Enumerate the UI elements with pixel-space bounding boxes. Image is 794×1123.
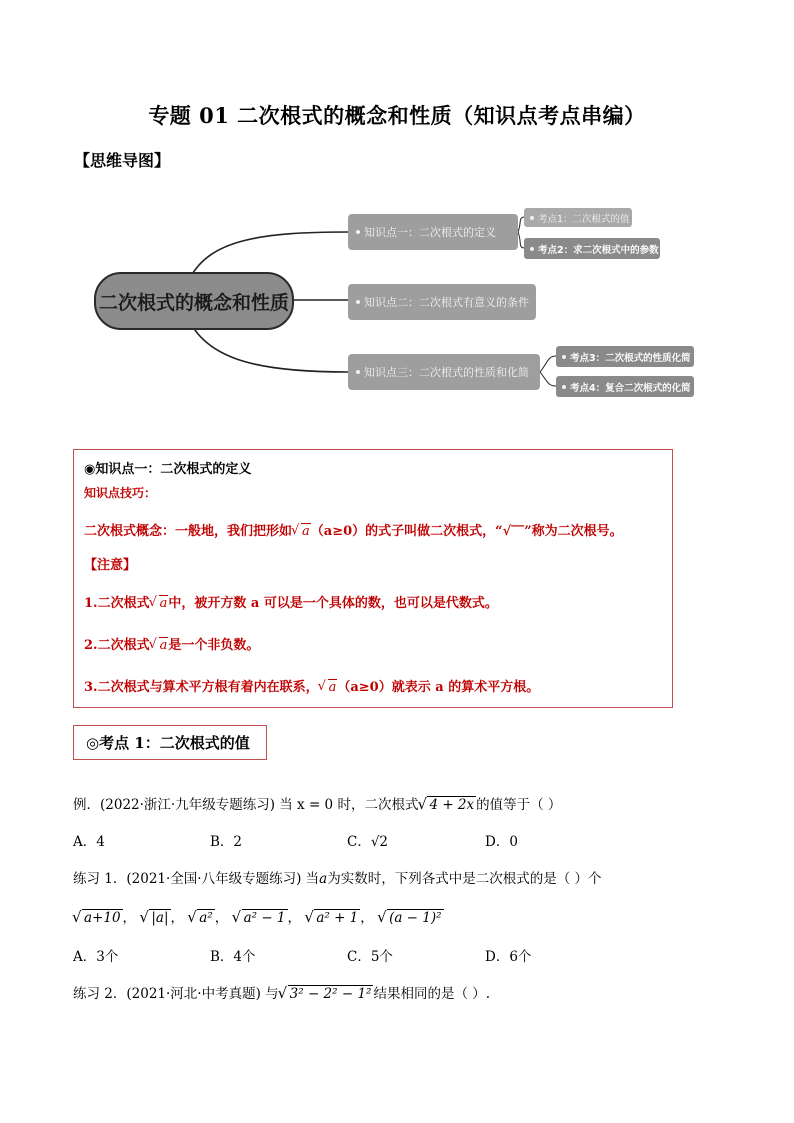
mindmap-heading: 【思维导图】 (74, 151, 171, 170)
bullet-icon (356, 370, 360, 374)
question-text: 例．(2022·浙江·九年级专题练习) 当 x = 0 时，二次根式 (73, 797, 419, 813)
radicand: a (328, 680, 337, 695)
example-question (73, 793, 561, 813)
note-text: 1.二次根式 (84, 596, 150, 611)
note-text: 中，被开方数 a 可以是一个具体的数，也可以是代数式。 (168, 596, 498, 611)
knowledge-box (73, 449, 673, 708)
option-d: D．6个 (485, 949, 532, 965)
exam-point-title: ◎考点 1：二次根式的值 (73, 725, 267, 760)
variable: a (319, 871, 328, 887)
option-b: B．4个 (210, 949, 256, 965)
radicand: 4 + 2x (429, 797, 475, 813)
sqrt-expression (279, 986, 374, 1002)
radicand: a² (199, 910, 213, 926)
bullet-icon (562, 385, 566, 389)
option-a: A．3个 (73, 949, 119, 965)
question-text: 练习 1．(2021·全国·八年级专题练习) 当 (73, 871, 320, 887)
expr-3 (188, 910, 214, 926)
practice-1-question (73, 867, 602, 887)
bullet-icon (356, 300, 360, 304)
option-c: C．5个 (347, 949, 393, 965)
radicand: a (159, 638, 168, 653)
note-1 (84, 592, 498, 611)
leaf-label: 考点2：求二次根式中的参数 (538, 244, 659, 256)
radicand: a+10 (84, 910, 121, 926)
bullet-icon (530, 247, 534, 251)
concept-text: ”称为二次根号。 (524, 524, 623, 539)
radicand: (a − 1)² (389, 910, 442, 926)
mindmap-center: 二次根式的概念和性质 (94, 272, 294, 330)
condition: （a≥0） (310, 524, 366, 539)
concept-line (84, 520, 623, 539)
page-title: 专题 01 二次根式的概念和性质（知识点考点串编） (148, 103, 646, 128)
leaf-label: 考点4：复合二次根式的化简 (570, 382, 691, 394)
bullet-icon (530, 216, 534, 220)
leaf-label: 考点3：二次根式的性质化简 (570, 352, 691, 364)
question-text: 的值等于（ ） (476, 797, 562, 813)
note-text: 就表示 a 的算术平方根。 (391, 680, 540, 695)
note-3 (84, 676, 539, 695)
note-label: 【注意】 (84, 558, 137, 573)
branch-label: 知识点三：二次根式的性质和化简 (364, 366, 529, 379)
expr-5 (305, 910, 360, 926)
mindmap-branch-1 (348, 214, 518, 250)
option-b: B．2 (210, 834, 243, 850)
mindmap-branch-3 (348, 354, 540, 390)
question-text: 为实数时，下列各式中是二次根式的是（ ）个 (327, 871, 602, 887)
bullet-icon (356, 230, 360, 234)
expr-2 (140, 910, 170, 926)
concept-text: 的式子叫做二次根式，“ (365, 524, 503, 539)
mindmap-leaf-3 (556, 346, 694, 367)
radicand: |a| (151, 910, 169, 926)
option-c: C．√2 (347, 834, 389, 850)
mindmap-leaf-2 (524, 238, 660, 259)
mindmap-branch-2 (348, 284, 536, 320)
radicand: 3² − 2² − 1² (289, 986, 372, 1002)
knowledge-heading: ◉知识点一：二次根式的定义 (84, 462, 252, 477)
note-text: 是一个非负数。 (168, 638, 260, 653)
sqrt-a (151, 596, 169, 611)
expr-6 (378, 910, 443, 926)
sqrt-a (320, 680, 338, 695)
sqrt-a (293, 524, 311, 539)
branch-label: 知识点一：二次根式的定义 (364, 226, 496, 239)
radicand: a (159, 596, 168, 611)
note-text: 2.二次根式 (84, 638, 150, 653)
expr-4 (233, 910, 288, 926)
radical-symbol: √‾‾ (502, 524, 525, 539)
concept-text: 二次根式概念：一般地，我们把形如 (84, 524, 293, 539)
question-text: 结果相同的是（ ）. (373, 986, 491, 1002)
radicand: a (302, 524, 310, 539)
sqrt-expression (418, 797, 476, 813)
mindmap-leaf-4 (556, 376, 694, 397)
practice-2-question (73, 982, 490, 1002)
question-text: 练习 2．(2021·河北·中考真题) 与 (73, 986, 279, 1002)
note-text: 3.二次根式与算术平方根有着内在联系， (84, 680, 319, 695)
radicand: a² − 1 (243, 910, 286, 926)
practice-1-expressions: √ a+10 ， √ |a| ， √ a² ， √ a² − 1 ， √ a² + 1 ， √ (a − 1)² (73, 906, 444, 926)
radicand: a² + 1 (316, 910, 359, 926)
sqrt-a (151, 638, 169, 653)
option-a: A．4 (73, 834, 105, 850)
mindmap-leaf-1 (524, 208, 632, 227)
expr-1 (73, 910, 123, 926)
option-d: D．0 (485, 834, 518, 850)
condition: （a≥0） (337, 680, 392, 695)
mindmap (90, 200, 710, 410)
note-2 (84, 634, 259, 653)
bullet-icon (562, 355, 566, 359)
tips-label: 知识点技巧： (84, 486, 157, 500)
branch-label: 知识点二：二次根式有意义的条件 (364, 296, 529, 309)
leaf-label: 考点1：二次根式的值 (538, 213, 630, 225)
